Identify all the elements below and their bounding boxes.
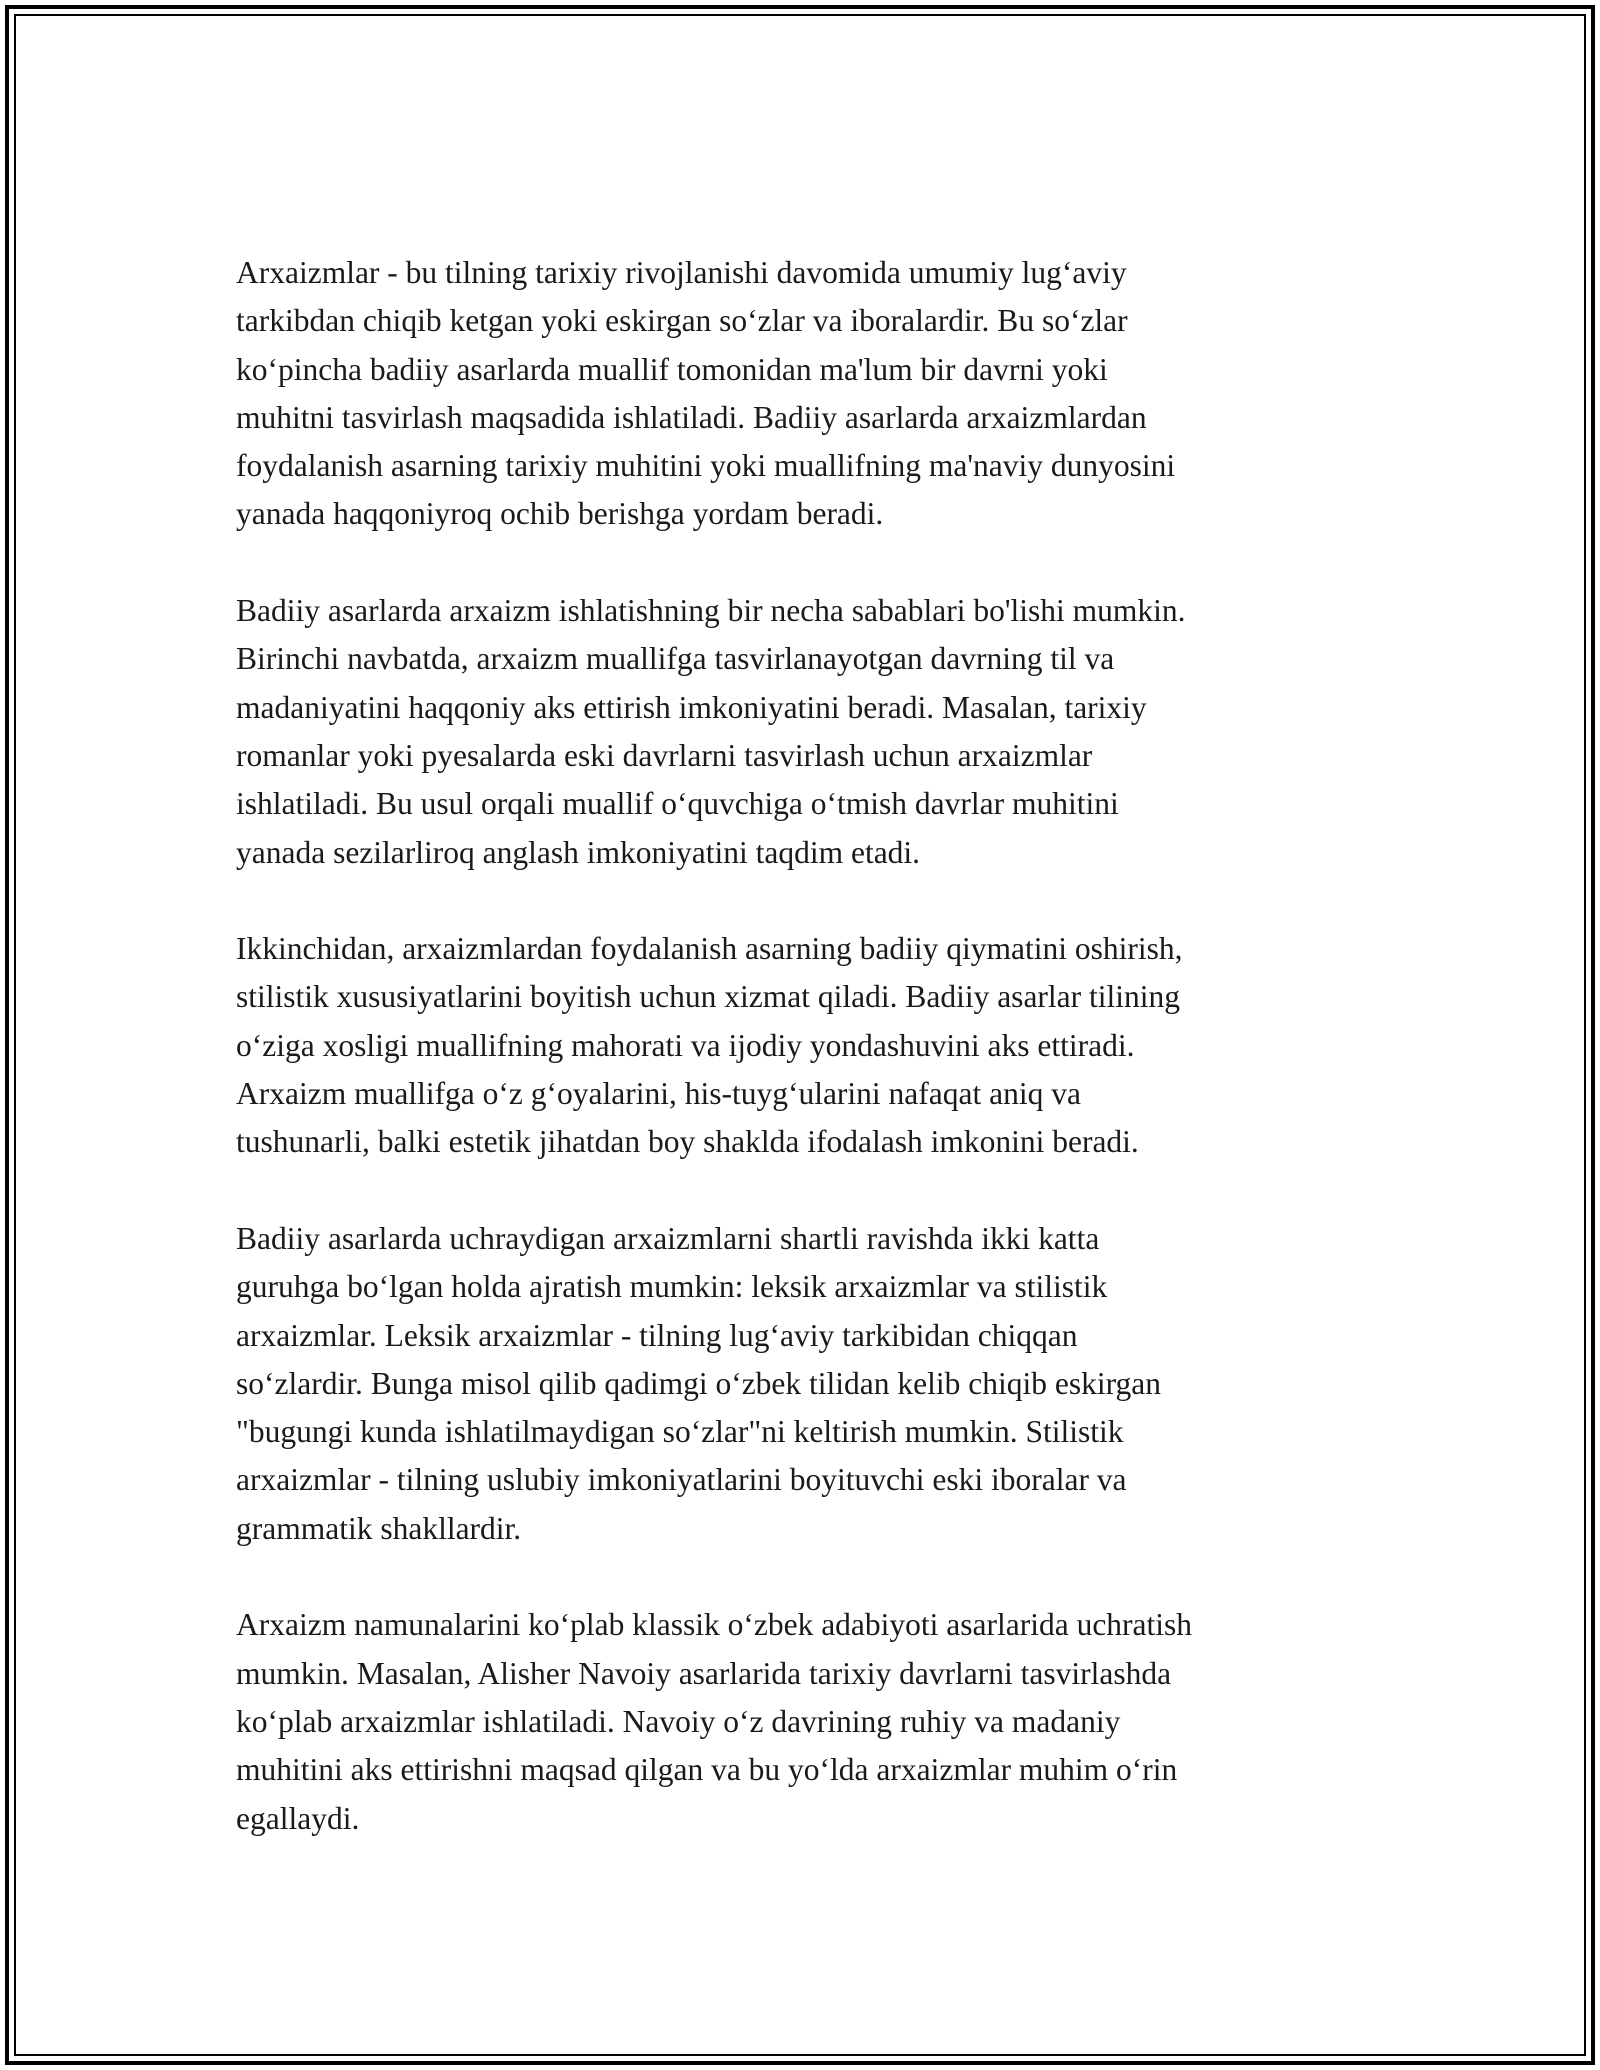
text-line: romanlar yoki pyesalarda eski davrlarni tasvirlash uchun arxaizmlar: [236, 737, 1093, 773]
text-line: arxaizmlar. Leksik arxaizmlar - tilning lug‘aviy tarkibidan chiqqan: [236, 1317, 1078, 1353]
paragraph: [236, 249, 1366, 539]
text-line: ko‘pincha badiiy asarlarda muallif tomonidan ma'lum bir davrni yoki: [236, 351, 1108, 387]
text-line: Arxaizmlar - bu tilning tarixiy rivojlanishi davomida umumiy lug‘aviy: [236, 255, 1127, 290]
text-line: egallaydi.: [236, 1800, 360, 1836]
text-line: Arxaizm muallifga o‘z g‘oyalarini, his-tuyg‘ularini nafaqat aniq va: [236, 1076, 1081, 1112]
text-line: Arxaizm namunalarini ko‘plab klassik o‘zbek adabiyoti asarlarida uchratish: [236, 1607, 1193, 1643]
text-line: Birinchi navbatda, arxaizm muallifga tasvirlanayotgan davrning til va: [236, 641, 1115, 677]
text-line: tushunarli, balki estetik jihatdan boy shaklda ifodalash imkonini beradi.: [236, 1124, 1139, 1160]
paragraph: [236, 925, 1366, 1166]
text-line: Badiiy asarlarda uchraydigan arxaizmlarni shartli ravishda ikki katta: [236, 1220, 1100, 1256]
text-line: ko‘plab arxaizmlar ishlatiladi. Navoiy o‘z davrining ruhiy va madaniy: [236, 1703, 1121, 1739]
text-line: "bugungi kunda ishlatilmaydigan so‘zlar"ni keltirish mumkin. Stilistik: [236, 1414, 1124, 1450]
text-line: grammatik shakllardir.: [236, 1510, 522, 1546]
text-line: mumkin. Masalan, Alisher Navoiy asarlarida tarixiy davrlarni tasvirlashda: [236, 1655, 1172, 1691]
text-line: Badiiy asarlarda arxaizm ishlatishning bir necha sabablari bo'lishi mumkin.: [236, 593, 1186, 629]
paragraph: [236, 1215, 1366, 1553]
text-line: so‘zlardir. Bunga misol qilib qadimgi o‘zbek tilidan kelib chiqib eskirgan: [236, 1365, 1162, 1401]
paragraph: [236, 587, 1366, 877]
text-line: yanada sezilarliroq anglash imkoniyatini taqdim etadi.: [236, 834, 921, 870]
text-line: madaniyatini haqqoniy aks ettirish imkoniyatini beradi. Masalan, tarixiy: [236, 689, 1147, 725]
text-line: muhitni tasvirlash maqsadida ishlatiladi. Badiiy asarlarda arxaizmlardan: [236, 399, 1147, 435]
text-line: tarkibdan chiqib ketgan yoki eskirgan so‘zlar va iboralardir. Bu so‘zlar: [236, 303, 1128, 339]
paragraph: [236, 1601, 1366, 1842]
text-line: stilistik xususiyatlarini boyitish uchun xizmat qiladi. Badiiy asarlar tilining: [236, 979, 1181, 1015]
text-line: yanada haqqoniyroq ochib berishga yordam beradi.: [236, 496, 884, 532]
text-line: muhitini aks ettirishni maqsad qilgan va bu yo‘lda arxaizmlar muhim o‘rin: [236, 1752, 1178, 1788]
text-line: ishlatiladi. Bu usul orqali muallif o‘quvchiga o‘tmish davrlar muhitini: [236, 786, 1119, 822]
text-line: foydalanish asarning tarixiy muhitini yoki muallifning ma'naviy dunyosini: [236, 448, 1176, 484]
text-line: arxaizmlar - tilning uslubiy imkoniyatlarini boyituvchi eski iboralar va: [236, 1462, 1127, 1498]
text-line: Ikkinchidan, arxaizmlardan foydalanish asarning badiiy qiymatini oshirish,: [236, 931, 1183, 967]
document-body: [236, 249, 1366, 1843]
text-line: guruhga bo‘lgan holda ajratish mumkin: leksik arxaizmlar va stilistik: [236, 1269, 1108, 1305]
text-line: o‘ziga xosligi muallifning mahorati va ijodiy yondashuvini aks ettiradi.: [236, 1027, 1135, 1063]
